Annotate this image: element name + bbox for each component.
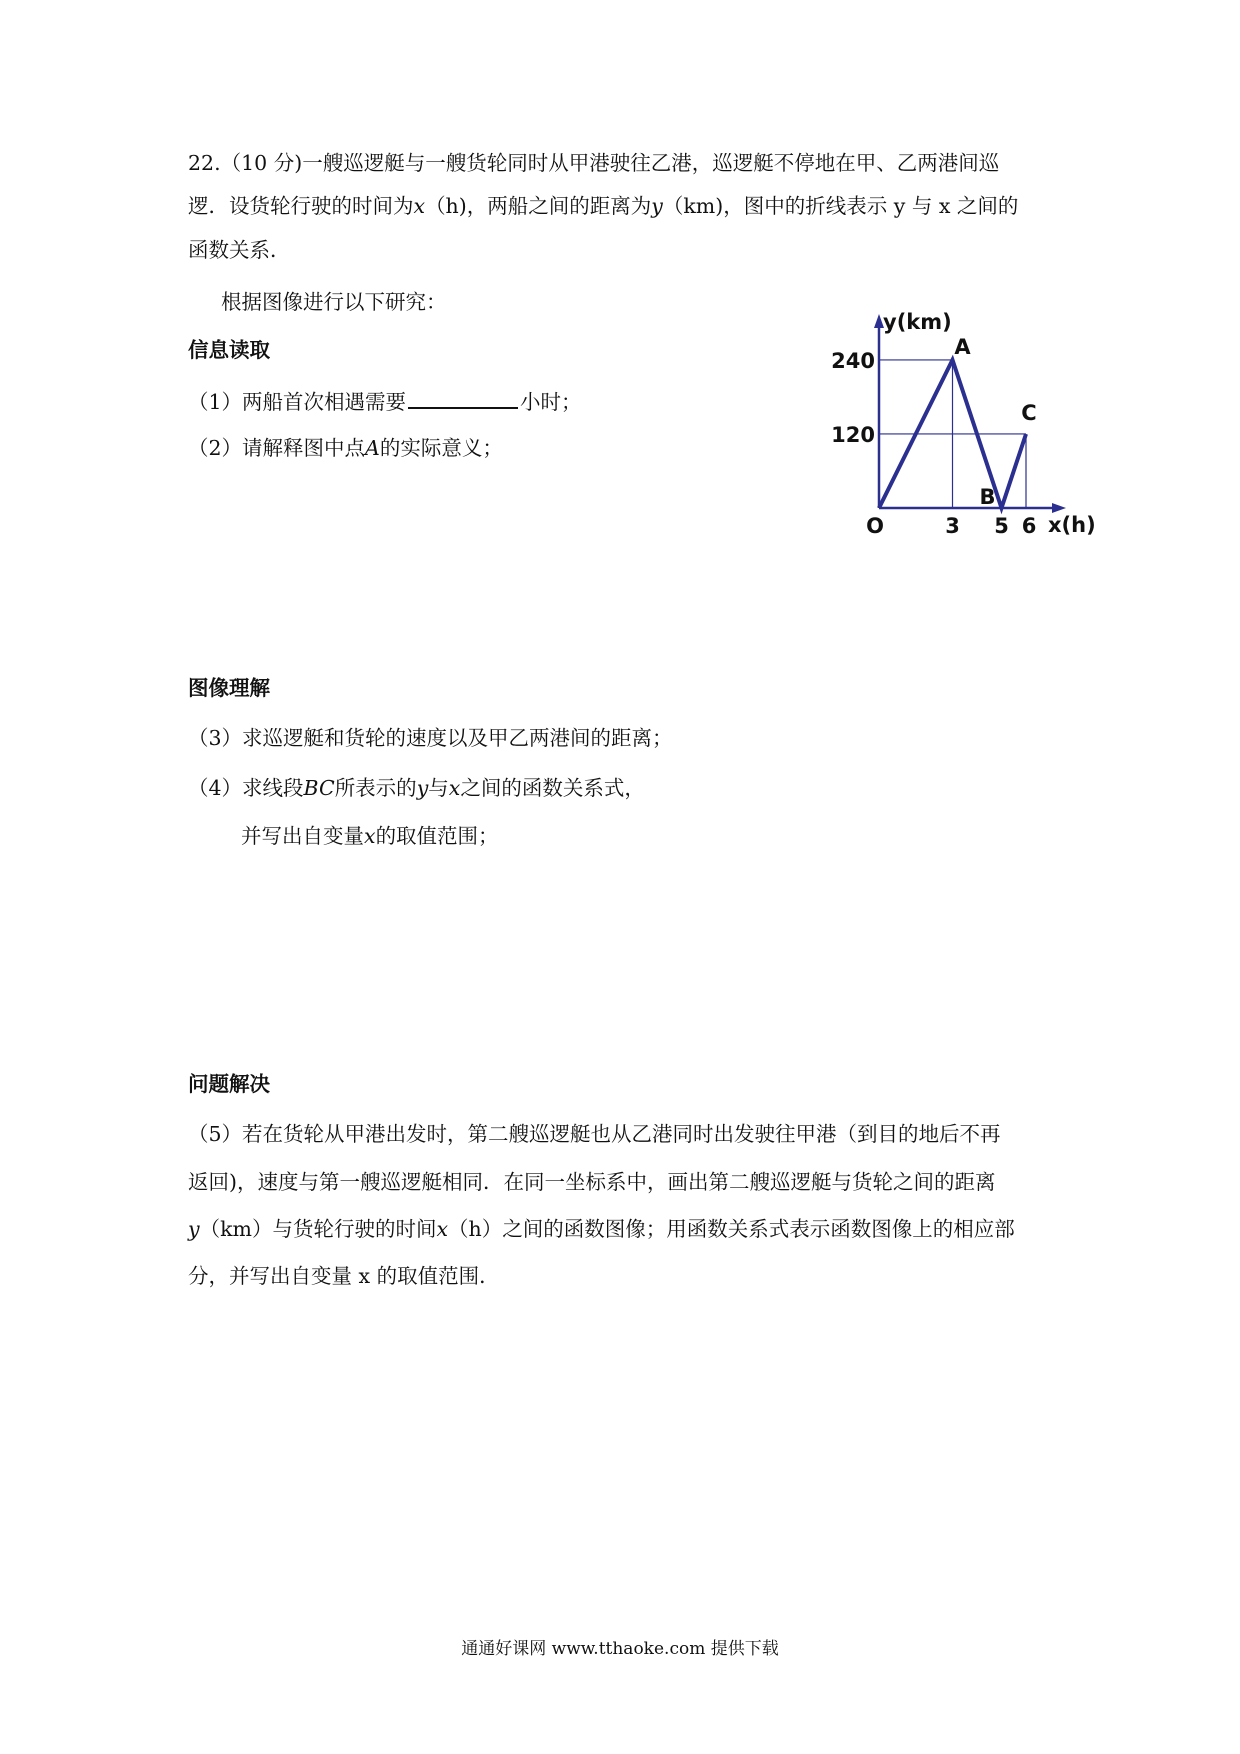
- y-tick-label-240: 240: [831, 348, 875, 373]
- q5-text-4: 分，并写出自变量 x 的取值范围．: [188, 1264, 500, 1288]
- x-axis-label: x(h): [1048, 513, 1096, 537]
- intro-text-2b: （h)，两船之间的距离为: [425, 194, 652, 218]
- y-tick-label-120: 120: [831, 422, 875, 447]
- q4-text-a: （4）求线段: [188, 776, 304, 800]
- answer-blank[interactable]: [408, 389, 518, 409]
- q4-l2-text-b: 的取值范围；: [375, 824, 499, 848]
- intro-text-2c: （km)，图中的折线表示 y 与 x 之间的: [662, 194, 1019, 218]
- q5-text-3b: （h）之间的函数图像；用函数关系式表示函数图像上的相应部: [448, 1217, 1015, 1241]
- x-tick-label-3: 3: [945, 514, 960, 538]
- question-2: [188, 438, 503, 459]
- lead-line: [221, 292, 447, 313]
- section-graph-heading: 图像理解: [188, 676, 270, 700]
- q5-var-x: x: [436, 1217, 449, 1241]
- q4-text-b: 所表示的: [334, 776, 417, 800]
- intro-line-1: [188, 153, 999, 174]
- q4-text-d: 之间的函数关系式，: [460, 776, 645, 800]
- q2-text-b: 的实际意义；: [379, 436, 503, 460]
- page-footer: 通通好课网 www.tthaoke.com 提供下载: [461, 1639, 779, 1659]
- q2-text-a: （2）请解释图中点: [188, 436, 366, 460]
- q4-text-c: 与: [428, 776, 449, 800]
- intro-line-3: [188, 240, 291, 261]
- intro-text-1: 22.（10 分)一艘巡逻艇与一艘货轮同时从甲港驶往乙港，巡逻艇不停地在甲、乙两港间巡: [188, 151, 1000, 175]
- intro-text-3: 函数关系．: [188, 238, 291, 262]
- question-3: [188, 728, 673, 749]
- question-5-line-3: [188, 1219, 1015, 1240]
- q3-text: （3）求巡逻艇和货轮的速度以及甲乙两港间的距离；: [188, 726, 673, 750]
- q5-text-1: （5）若在货轮从甲港出发时，第二艘巡逻艇也从乙港同时出发驶往甲港（到目的地后不再: [188, 1122, 1001, 1146]
- section-info-heading: 信息读取: [188, 338, 270, 362]
- q4-var-y: y: [416, 776, 429, 800]
- q1-text-a: （1）两船首次相遇需要: [188, 390, 407, 414]
- section-solve-heading: 问题解决: [188, 1072, 270, 1096]
- point-label-c: C: [1021, 400, 1037, 425]
- question-5-line-2: [188, 1172, 996, 1193]
- intro-text-2a: 逻．设货轮行驶的时间为: [188, 194, 414, 218]
- q5-text-3a: （km）与货轮行驶的时间: [199, 1217, 437, 1241]
- question-4: [188, 778, 645, 799]
- origin-label: O: [866, 514, 884, 538]
- q1-text-b: 小时；: [520, 390, 582, 414]
- q2-point-a: A: [365, 436, 380, 460]
- var-x: x: [413, 194, 426, 218]
- question-5-line-1: [188, 1124, 1001, 1145]
- point-label-b: B: [979, 485, 996, 509]
- x-tick-label-6: 6: [1021, 514, 1037, 538]
- q5-text-2: 返回)，速度与第一艘巡逻艇相同．在同一坐标系中，画出第二艘巡逻艇与货轮之间的距离: [188, 1170, 996, 1194]
- q5-var-y: y: [188, 1217, 200, 1241]
- lead-text: 根据图像进行以下研究：: [221, 290, 447, 314]
- var-y: y: [651, 194, 663, 218]
- point-label-a: A: [954, 334, 971, 359]
- question-1: [188, 389, 582, 413]
- distance-time-graph: [800, 310, 1100, 550]
- question-4-line-2: [241, 826, 499, 847]
- x-axis-arrow-icon: [1052, 503, 1066, 513]
- intro-line-2: [188, 196, 1018, 217]
- y-axis-label: y(km): [883, 310, 952, 334]
- q4-l2-text-a: 并写出自变量: [241, 824, 364, 848]
- q4-var-x: x: [448, 776, 461, 800]
- question-5-line-4: [188, 1266, 500, 1287]
- q4-segment-bc: BC: [303, 776, 335, 800]
- q4-l2-var-x: x: [364, 824, 376, 848]
- x-tick-label-5: 5: [994, 514, 1009, 538]
